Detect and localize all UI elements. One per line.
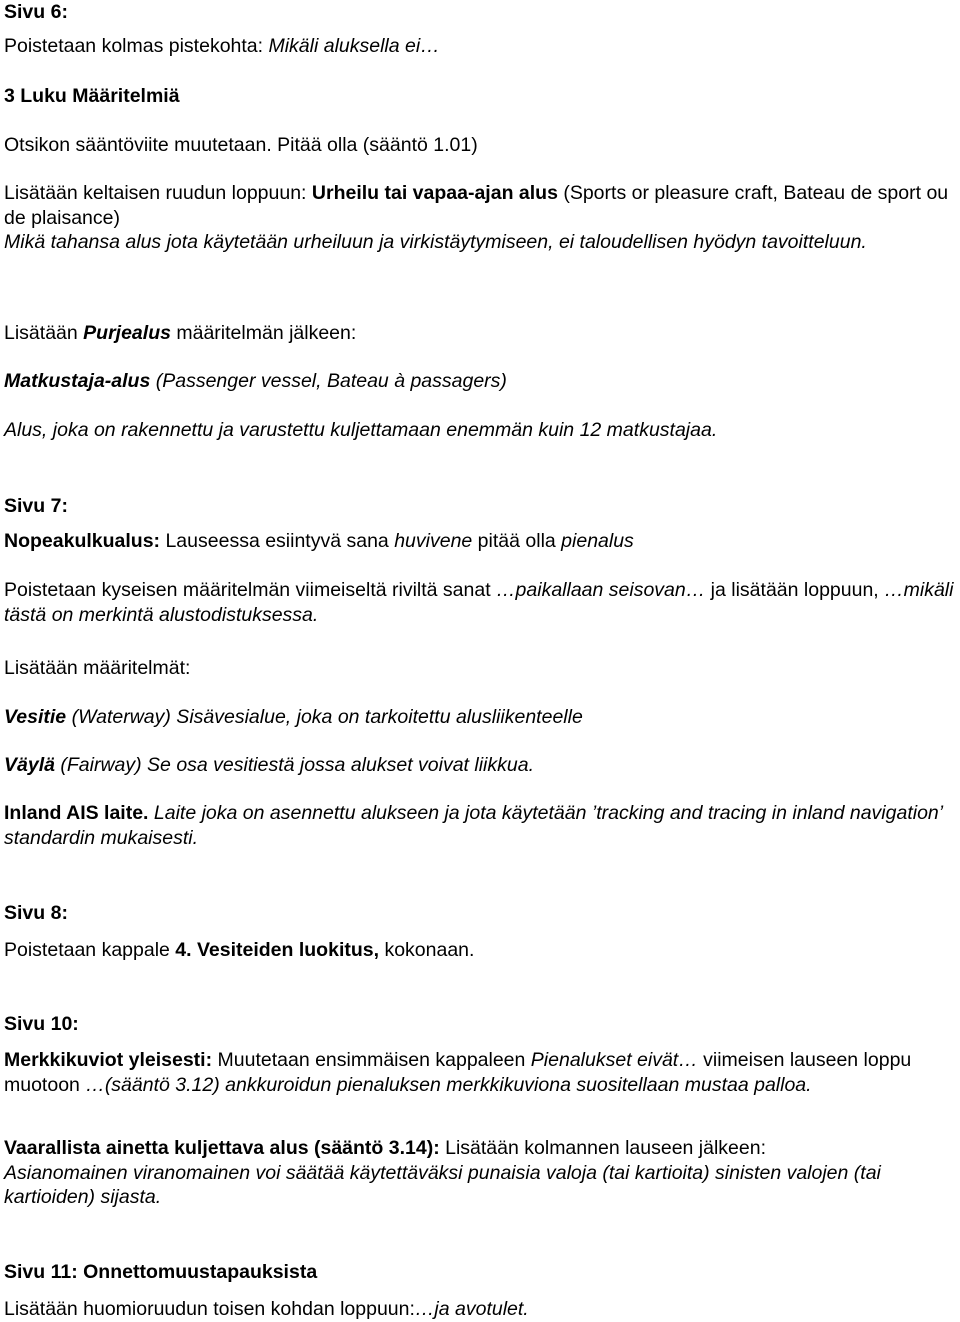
italic-2: …mikäli tästä on merkintä alustodistuksessa.	[4, 579, 954, 626]
italic-2: …(sääntö 3.12) ankkuroidun pienaluksen merkkikuviona suositellaan mustaa palloa.	[85, 1073, 812, 1096]
sivu-6-paragraph-2: Otsikon sääntöviite muutetaan. Pitää olla (sääntö 1.01)	[4, 134, 478, 156]
term: Urheilu tai vapaa-ajan alus	[311, 182, 558, 204]
sivu-6-paragraph-1	[4, 34, 958, 59]
sivu-6-heading: Sivu 6:	[4, 1, 68, 23]
term: Purjealus	[83, 322, 171, 344]
rest: määritelmän jälkeen:	[170, 322, 357, 344]
sivu-7-heading: Sivu 7:	[4, 495, 68, 517]
sivu-6-paragraph-5	[4, 369, 958, 394]
italic-2: pienalus	[561, 530, 634, 552]
term: Vesitie	[4, 706, 67, 728]
bold-1: 4. Vesiteiden luokitus,	[175, 939, 380, 961]
sivu-10-paragraph-2	[4, 1136, 958, 1210]
sivu-10-paragraph-1	[4, 1048, 958, 1097]
intro: Lisätään keltaisen ruudun loppuun:	[4, 182, 312, 204]
italic-quote: Mikäli aluksella ei…	[268, 35, 440, 57]
sivu-11-paragraph-1	[4, 1297, 958, 1322]
translation: (Sports or pleasure craft, Bateau de sport ou de plaisance)	[4, 182, 949, 229]
sivu-7-paragraph-3: Lisätään määritelmät:	[4, 657, 191, 679]
rest: (Fairway) Se osa vesitiestä jossa alukset voivat liikkua.	[54, 754, 534, 776]
sivu-10-heading: Sivu 10:	[4, 1013, 79, 1035]
text-2: ja lisätään loppuun,	[705, 579, 885, 601]
definition: Mikä tahansa alus jota käytetään urheiluun ja virkistäytymiseen, ei taloudellisen hyödyn tavoitteluun.	[4, 231, 867, 253]
text-2: kokonaan.	[379, 939, 475, 961]
text-2: pitää olla	[472, 530, 562, 552]
term: Nopeakulkualus:	[4, 530, 161, 552]
term: Vaarallista ainetta kuljettava alus (sääntö 3.14):	[4, 1137, 440, 1159]
sivu-11-heading: Sivu 11: Onnettomuustapauksista	[4, 1261, 318, 1283]
sivu-6-paragraph-4	[4, 321, 958, 346]
term: Väylä	[4, 754, 55, 776]
sivu-7-paragraph-4	[4, 705, 958, 730]
text-1: Lisätään huomioruudun toisen kohdan loppuun:	[4, 1298, 415, 1320]
sivu-7-paragraph-6	[4, 801, 958, 850]
sivu-6-paragraph-6: Alus, joka on rakennettu ja varustettu kuljettamaan enemmän kuin 12 matkustajaa.	[4, 419, 718, 441]
text-1: Poistetaan kappale	[4, 939, 176, 961]
text-1: Lisätään kolmannen lauseen jälkeen:	[439, 1137, 767, 1159]
sivu-7-paragraph-1	[4, 529, 958, 554]
sivu-7-paragraph-5	[4, 753, 958, 778]
text-1: Muutetaan ensimmäisen kappaleen	[212, 1049, 531, 1071]
rest: (Passenger vessel, Bateau à passagers)	[150, 370, 507, 392]
italic-1: …ja avotulet.	[414, 1298, 529, 1320]
term: Inland AIS laite.	[4, 802, 149, 824]
rest: (Waterway) Sisävesialue, joka on tarkoitettu alusliikenteelle	[66, 706, 583, 728]
term: Merkkikuviot yleisesti:	[4, 1049, 213, 1071]
text-2: viimeisen lauseen loppu muotoon	[4, 1049, 912, 1096]
sivu-7-paragraph-2	[4, 578, 958, 627]
intro: Lisätään	[4, 322, 84, 344]
italic-1: …paikallaan seisovan…	[496, 579, 706, 601]
text: Poistetaan kolmas pistekohta:	[4, 35, 269, 57]
italic-1: huvivene	[394, 530, 473, 552]
luku-heading: 3 Luku Määritelmiä	[4, 85, 180, 107]
rest: Laite joka on asennettu alukseen ja jota käytetään ’tracking and tracing in inland navigation’ standardin mukaisesti.	[4, 802, 943, 849]
sivu-6-paragraph-3	[4, 181, 958, 255]
sivu-8-heading: Sivu 8:	[4, 902, 68, 924]
term: Matkustaja-alus	[4, 370, 151, 392]
italic-1: Pienalukset eivät…	[530, 1049, 698, 1071]
sivu-8-paragraph-1	[4, 938, 958, 963]
italic-1: Asianomainen viranomainen voi säätää käytettäväksi punaisia valoja (tai kartioita) sinisten valojen (tai kartioiden) sijasta.	[4, 1161, 881, 1208]
text-1: Lauseessa esiintyvä sana	[160, 530, 395, 552]
text-1: Poistetaan kyseisen määritelmän viimeiseltä riviltä sanat	[4, 579, 497, 601]
